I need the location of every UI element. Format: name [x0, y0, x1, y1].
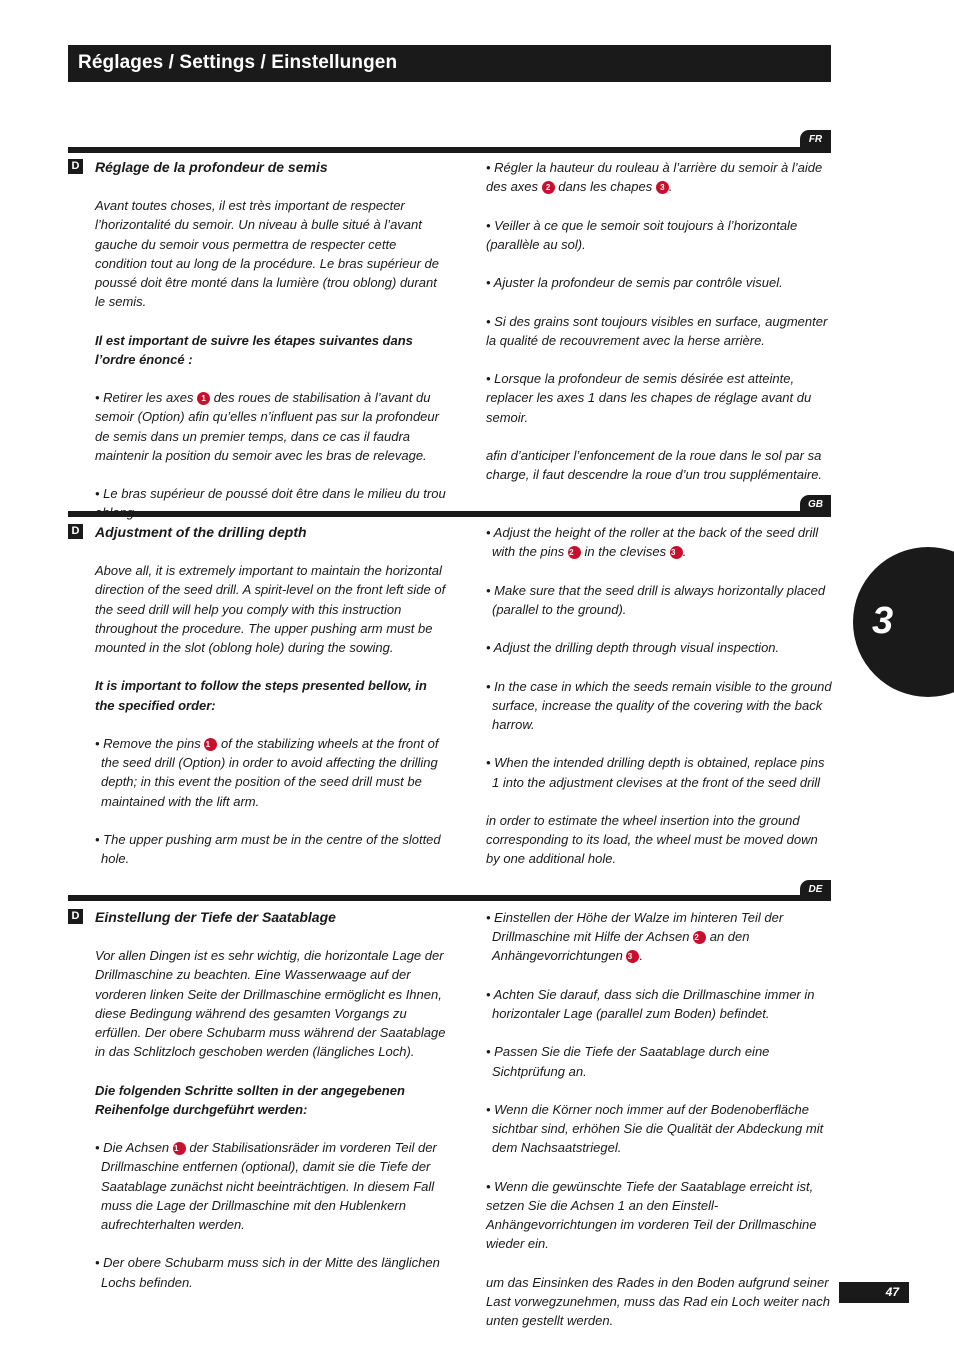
callout-2-icon: 2: [542, 181, 555, 194]
de-step-7: • Wenn die gewünschte Tiefe der Saatablage erreicht ist, setzen Sie die Achsen 1 an den Einstell-Anhängevorrichtungen im vorderen Teil der Drillmaschine wieder ein.: [486, 1178, 817, 1252]
gb-right-column: [486, 523, 832, 869]
fr-step-3: • Régler la hauteur du rouleau à l’arrière du semoir à l’aide des axes 2 dans les chapes 3 .: [486, 160, 823, 195]
fr-step-2: • Le bras supérieur de poussé doit être dans le milieu du trou: [95, 486, 446, 502]
de-step-6: • Wenn die Körner noch immer auf der Bodenoberfläche sichtbar sind, erhöhen Sie die Qualität der Abdeckung mit dem Nachsaatstriegel.: [486, 1101, 824, 1156]
de-right-column: [486, 908, 832, 1330]
fr-step-4: • Veiller à ce que le semoir soit toujours à l’horizontale (parallèle au sol).: [486, 217, 798, 252]
fr-step-1: • Retirer les axes 1 des roues de stabilisation à l’avant du semoir (Option) afin qu’elles n’influent pas sur la profondeur de semis dans un premier temps, dans ce cas il faudra maintenir la position du semoir avec les bras de relevage.: [95, 390, 439, 463]
de-step-4: • Achten Sie darauf, dass sich die Drillmaschine immer in horizontaler Lage (parallel zum Boden) befindet.: [486, 986, 815, 1021]
gb-step-4: • Make sure that the seed drill is always horizontally placed (parallel to the ground).: [486, 582, 826, 617]
page-number: 47: [839, 1282, 909, 1303]
section-marker-fr: D: [68, 159, 83, 174]
de-step-3: • Einstellen der Höhe der Walze im hinteren Teil der Drillmaschine mit Hilfe der Achsen 2 an den Anhängevorrichtungen 3 .: [486, 910, 784, 964]
fr-step-7: • Lorsque la profondeur de semis désirée est atteinte, replacer les axes 1 dans les chapes de réglage avant du semoir.: [486, 371, 812, 425]
gb-step-7: • When the intended drilling depth is obtained, replace pins 1 into the adjustment clevises at the front of the seed drill: [486, 755, 825, 790]
section-rule-fr: [68, 147, 831, 153]
language-tag-gb: GB: [800, 495, 831, 515]
language-tag-fr: FR: [800, 130, 831, 150]
de-section-title: Einstellung der Tiefe der Saatablage: [95, 909, 336, 925]
gb-step-3: • Adjust the height of the roller at the back of the seed drill with the pins 2 in the clevises 3 .: [486, 525, 819, 560]
fr-right-column: [486, 158, 832, 484]
callout-2-icon: 2: [693, 931, 706, 944]
gb-step-1: • Remove the pins 1 of the stabilizing wheels at the front of the seed drill (Option) in order to avoid affecting the drilling depth; in this event the position of the seed drill must be maintained with the lift arm.: [95, 736, 439, 809]
de-step-2: • Der obere Schubarm muss sich in der Mitte des länglichen Lochs befinden.: [95, 1255, 440, 1290]
de-intro: Vor allen Dingen ist es sehr wichtig, die horizontale Lage der Drillmaschine zu beachten. Eine Wasserwaage auf der vorderen linken Seite der Drillmaschine ermöglicht es Ihnen, diese Bedingung während des gesamten Vorgangs zu erfüllen. Der obere Schubarm muss während der Saatablage in das Schlitzloch geschoben werden (längliches Loch).: [95, 948, 446, 1060]
callout-3-icon: 3: [626, 950, 639, 963]
section-rule-de: [68, 895, 831, 901]
fr-intro: Avant toutes choses, il est très important de respecter l’horizontalité du semoir. Un niveau à bulle situé à l’avant gauche du semoir vous permettra de respecter cette condition tout au long de la procédure. Le bras supérieur de poussé doit être monté dans la lumière (trou oblong) durant le semis.: [95, 198, 440, 310]
section-marker-de: D: [68, 909, 83, 924]
chapter-number: 3: [872, 600, 894, 642]
callout-1-icon: 1: [197, 392, 210, 405]
de-left-column: [95, 908, 447, 1292]
fr-note: afin d’anticiper l’enfoncement de la roue dans le sol par sa charge, il faut descendre la roue d’un trou supplémentaire.: [486, 447, 823, 483]
callout-2-icon: 2: [568, 546, 581, 559]
fr-bold-note: Il est important de suivre les étapes suivantes dans l’ordre énoncé :: [95, 332, 413, 367]
callout-3-icon: 3: [670, 546, 683, 559]
section-rule-gb: [68, 511, 831, 517]
fr-step-6: • Si des grains sont toujours visibles en surface, augmenter la qualité de recouvrement avec la herse arrière.: [486, 313, 828, 348]
gb-step-6: • In the case in which the seeds remain visible to the ground surface, increase the quality of the covering with the back harrow.: [486, 678, 832, 732]
gb-bold-note: It is important to follow the steps presented bellow, in the specified order:: [95, 678, 427, 713]
section-marker-gb: D: [68, 524, 83, 539]
gb-section-title: Adjustment of the drilling depth: [95, 524, 307, 540]
chapter-tab: [853, 547, 954, 697]
callout-3-icon: 3: [656, 181, 669, 194]
callout-1-icon: 1: [204, 738, 217, 751]
gb-note: in order to estimate the wheel insertion into the ground corresponding to its load, the wheel must be moved down by one additional hole.: [486, 812, 818, 867]
callout-1-icon: 1: [173, 1142, 186, 1155]
fr-section-title: Réglage de la profondeur de semis: [95, 159, 328, 175]
gb-left-column: [95, 523, 447, 868]
de-step-1: • Die Achsen 1 der Stabilisationsräder im vorderen Teil der Drillmaschine entfernen (optional), damit sie die Tiefe der Saatablage zunächst nicht beeinträchtigen. In diesem Fall muss die Lage der Drillmaschine mit den Hublenkern aufrechterhalten werden.: [95, 1140, 437, 1233]
header-bar: [68, 45, 831, 82]
gb-step-2: • The upper pushing arm must be in the centre of the slotted hole.: [95, 832, 441, 867]
de-bold-note: Die folgenden Schritte sollten in der angegebenen Reihenfolge durchgeführt werden:: [95, 1082, 405, 1117]
fr-left-column: [95, 158, 447, 523]
fr-step-5: • Ajuster la profondeur de semis par contrôle visuel.: [486, 275, 783, 291]
gb-intro: Above all, it is extremely important to maintain the horizontal direction of the seed drill. A spirit-level on the front left side of the seed drill will help you comply with this instruction throughout the procedure. The upper pushing arm must be mounted in the slot (oblong hole) during the sowing.: [95, 563, 446, 656]
de-note: um das Einsinken des Rades in den Boden aufgrund seiner Last vorwegzunehmen, muss das Rad ein Loch weiter nach unten gestellt werden.: [486, 1274, 830, 1329]
de-step-5: • Passen Sie die Tiefe der Saatablage durch eine Sichtprüfung an.: [486, 1044, 770, 1079]
gb-step-5: • Adjust the drilling depth through visual inspection.: [486, 640, 780, 656]
language-tag-de: DE: [800, 880, 831, 900]
page-title: Réglages / Settings / Einstellungen: [78, 52, 398, 73]
